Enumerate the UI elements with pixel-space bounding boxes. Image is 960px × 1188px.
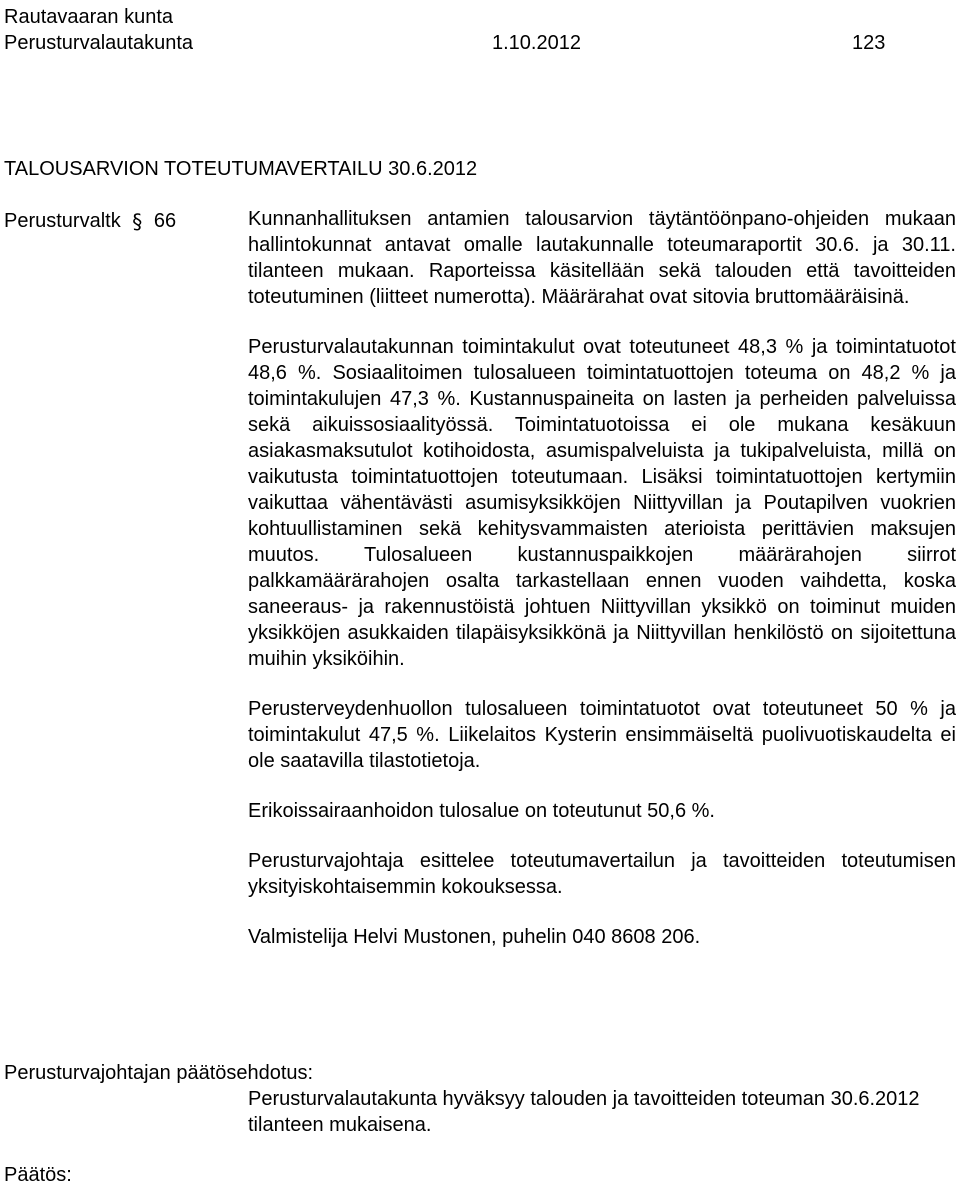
paragraph-valmistelija: Valmistelija Helvi Mustonen, puhelin 040 8608 206. — [248, 926, 701, 948]
proposal-label: Perusturvajohtajan päätösehdotus: — [4, 1062, 314, 1084]
paragraph-intro: Kunnanhallituksen antamien talousarvion täytäntöönpano-ohjeiden mukaan hallintokunnat antavat omalle lautakunnalle toteumaraportit 30.6. ja 30.11. tilanteen mukaan. Raporteissa käsitellään sekä talouden että tavoitteiden toteutuminen (liitteet numerotta). Määrärahat ovat sitovia bruttomääräisinä. — [248, 208, 956, 308]
paragraph-perusturva: Perusturvalautakunnan toimintakulut ovat toteutuneet 48,3 % ja toimintatuotot 48,6 %. Sosiaalitoimen tulosalueen toimintatuottojen toteuma on 48,2 % ja toimintakulujen 47,3 %. Kustannuspaineita on lasten ja perheiden palveluissa sekä aikuissosiaalityössä. Toimintatuotoissa ei ole mukana kesäkuun asiakasmaksutulot kotihoidosta, asumispalveluista ja tukipalveluista, millä on vaikutusta toimintatuottojen toteutumaan. Lisäksi toimintatuottojen kertymiin vaikuttaa vähentävästi asumisyksikköjen Niittyvillan ja Poutapilven vuokrien kohtuullistaminen sekä kehitysvammaisten aterioista perittävien maksujen muutos. Tulosalueen kustannuspaikkojen määrärahojen siirrot palkkamäärärahojen osalta tarkastellaan ennen vuoden vaihdetta, koska saneeraus- ja rakennustöistä johtuen Niittyvillan yksikkö on toiminut muiden yksikköjen asukkaiden tilapäisyksikkönä ja Niittyvillan henkilöstö on sijoitettuna muihin yksiköihin. — [248, 336, 956, 670]
document-title: TALOUSARVION TOTEUTUMAVERTAILU 30.6.2012 — [4, 158, 478, 180]
decision-label: Päätös: — [4, 1164, 72, 1186]
page-number: 123 — [852, 32, 886, 54]
paragraph-erikoissairaanhoito: Erikoissairaanhoidon tulosalue on toteutunut 50,6 %. — [248, 800, 715, 822]
section-number: 66 — [153, 210, 177, 232]
section-symbol: § — [132, 209, 143, 234]
body-text — [248, 206, 956, 950]
paragraph-esittely: Perusturvajohtaja esittelee toteutumavertailun ja tavoitteiden toteutumisen yksityiskohtaisemmin kokouksessa. — [248, 850, 956, 898]
proposal-body: Perusturvalautakunta hyväksyy talouden ja tavoitteiden toteuman 30.6.2012 tilanteen mukaisena. — [248, 1088, 920, 1136]
meeting-date: 1.10.2012 — [492, 32, 581, 54]
committee-name: Perusturvalautakunta — [4, 32, 194, 54]
organization-name: Rautavaaran kunta — [4, 6, 174, 28]
section-body: Perusturvaltk — [4, 210, 121, 232]
paragraph-perusterveydenhuolto: Perusterveydenhuollon tulosalueen toimintatuotot ovat toteutuneet 50 % ja toimintakulut 47,5 %. Liikelaitos Kysterin ensimmäiseltä puolivuotiskaudelta ei ole saatavilla tilastotietoja. — [248, 698, 956, 772]
proposal-text — [248, 1086, 956, 1138]
section-reference — [4, 208, 176, 234]
